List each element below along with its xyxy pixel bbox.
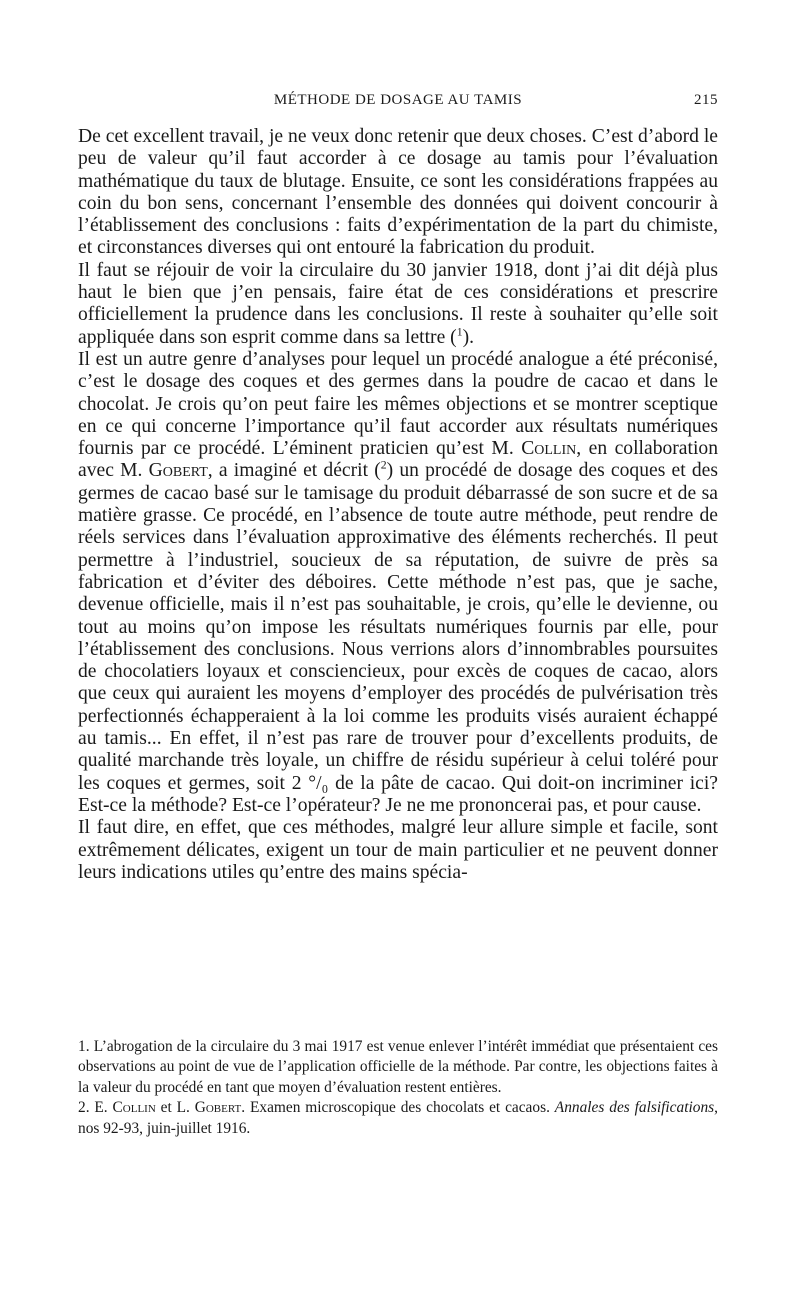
running-head <box>78 88 718 118</box>
paragraph-3-mid2: , a imaginé et décrit ( <box>207 460 381 482</box>
author-gobert: Gobert <box>148 460 208 482</box>
paragraph-1: De cet excellent travail, je ne veux donc retenir que deux choses. C’est d’abord le peu de valeur qu’il faut accorder à ce dosage au tamis pour l’évaluation mathématique du taux de blutage. Ensuite, ce sont les considérations frappées au coin du bon sens, concernant l’ensemble des données qui doivent concourir à l’établissement des conclusions : faits d’expérimentation de la part du chimiste, et circonstances diverses qui ont entouré la fabrication du produit. <box>78 126 718 259</box>
page-number: 215 <box>694 92 718 108</box>
footnote-2 <box>78 1098 718 1139</box>
paragraph-2 <box>78 260 718 349</box>
footnote-1: 1. L’abrogation de la circulaire du 3 mai 1917 est venue enlever l’intérêt immédiat que présentaient ces observations au point de vue de l’application officielle de la méthode. Par contre, les objections faites à la valeur du procédé en tant que moyen d’évaluation restent entières. <box>78 1038 718 1096</box>
paragraph-4: Il faut dire, en effet, que ces méthodes, malgré leur allure simple et facile, sont extrêmement délicates, exigent un tour de main particulier et ne peuvent donner leurs indications utiles qu’entre des mains spécia- <box>78 817 718 883</box>
footnote-2-collin: Collin <box>112 1099 156 1117</box>
footnote-ref-2: 2 <box>380 458 387 472</box>
paragraph-2-text: Il faut se réjouir de voir la circulaire du 30 janvier 1918, dont j’ai dit déjà plus haut le bien que j’en pensais, faire état de ces considérations et prescrire officiellement la prudence dans les conclusions. Il reste à souhaiter qu’elle soit appliquée dans son esprit comme dans sa lettre ( <box>78 259 718 348</box>
paragraph-3-mid1: , en collaboration avec M. <box>78 438 718 482</box>
author-collin: Collin <box>521 438 577 460</box>
body-text <box>78 126 718 884</box>
footnote-2-text: . Examen microscopique des chocolats et cacaos. <box>241 1099 555 1117</box>
footnote-2-end: , nos 92-93, juin-juillet 1916. <box>78 1099 719 1137</box>
footnote-2-gobert: Gobert <box>194 1099 242 1117</box>
footnotes <box>78 1037 718 1139</box>
footnote-2-journal: Annales des falsifications <box>554 1099 715 1117</box>
footnote-ref-1: 1 <box>456 325 463 339</box>
paragraph-3-text: Il est un autre genre d’analyses pour lequel un procédé analogue a été préconisé, c’est le dosage des coques et des germes dans la poudre de cacao et dans le chocolat. Je crois qu’on peut faire les mêmes objections et se montrer sceptique en ce qui concerne l’importance qu’il faut accorder aux résultats numériques fournis par ce procédé. L’éminent praticien qu’est M. <box>78 348 718 460</box>
paragraph-2-tail: ). <box>462 326 475 348</box>
paragraph-3-rest: ) un procédé de dosage des coques et des germes de cacao basé sur le tamisage du produit débarrassé de son sucre et de sa matière grasse. Ce procédé, en l’absence de toute autre méthode, peut rendre de réels services dans l’évaluation approximative des éléments recherchés. Il peut permettre à l’industriel, soucieux de sa réputation, de suivre de près sa fabrication et d’éviter des déboires. Cette méthode n’est pas, que je sache, devenue officielle, mais il n’est pas souhaitable, je crois, qu’elle le devienne, ou tout au moins qu’on impose les résultats numériques fournis par elle, pour l’établissement des conclusions. Nous verrions alors d’innombrables poursuites de chocolatiers loyaux et consciencieux, pour excès de coques de cacao, alors que ceux qui auraient les moyens d’employer des procédés de pulvérisation très perfectionnés échapperaient à la loi comme les produits visés auraient échappé au tamis... En effet, il n’est pas rare de trouver pour d’excellents produits, de qualité marchande très loyale, un chiffre de résidu supérieur à celui toléré pour les coques et germes, soit 2 °/₀ de la pâte de cacao. Qui doit-on incriminer ici? Est-ce la méthode? Est-ce l’opérateur? Je ne me prononcerai pas, et pour cause. <box>78 460 718 816</box>
footnote-2-et: et L. <box>155 1099 195 1117</box>
footnote-2-num: 2. E. <box>78 1099 113 1117</box>
running-title: MÉTHODE DE DOSAGE AU TAMIS <box>273 92 523 108</box>
paragraph-3 <box>78 349 718 817</box>
